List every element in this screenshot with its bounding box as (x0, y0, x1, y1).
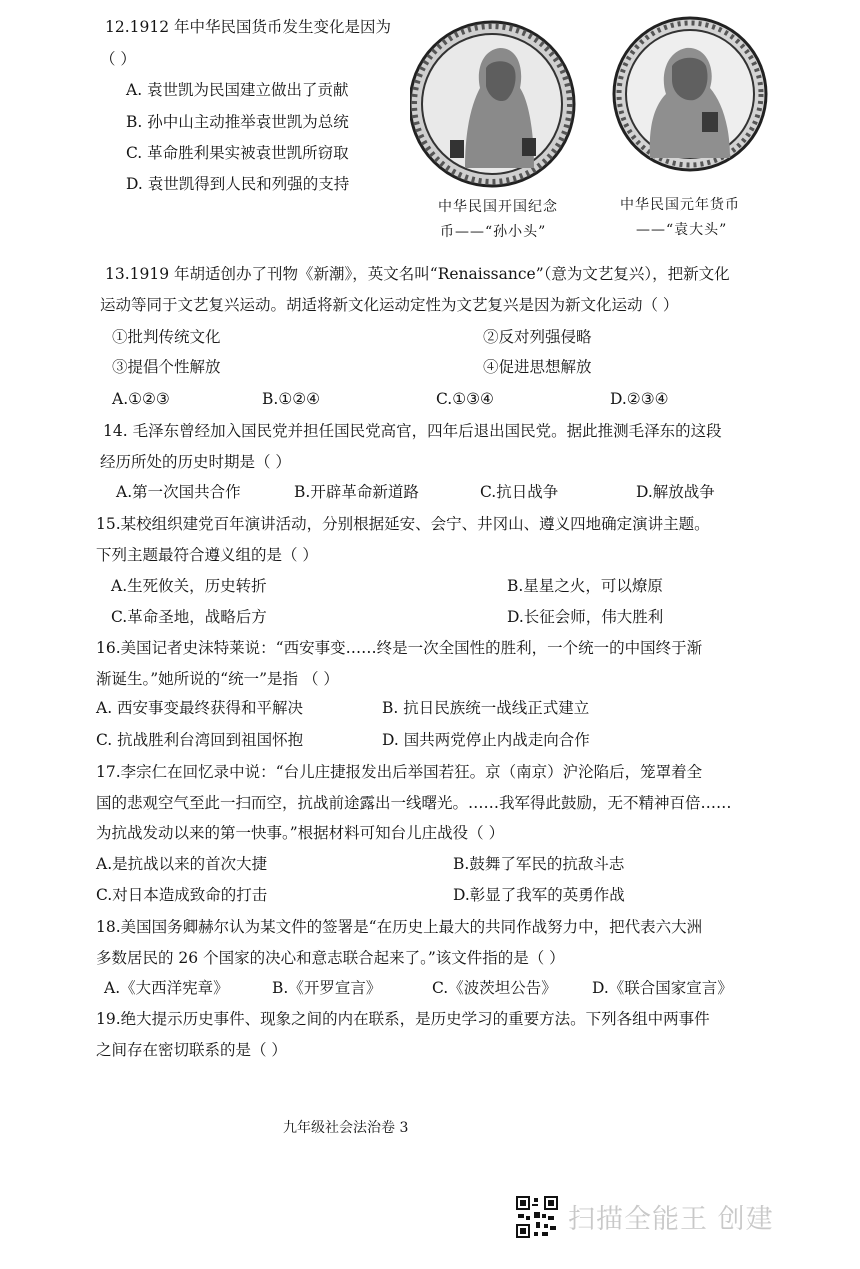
q14-stem-line1: 14. 毛泽东曾经加入国民党并担任国民党高官，四年后退出国民党。据此推测毛泽东的这段 (103, 422, 722, 440)
q16-stem-line1: 16.美国记者史沫特莱说：“西安事变……终是一次全国性的胜利，一个统一的中国终于渐 (96, 639, 703, 657)
q14-option-a: A.第一次国共合作 (116, 483, 241, 501)
q16-option-b: B. 抗日民族统一战线正式建立 (382, 699, 590, 717)
q15-option-a: A.生死攸关，历史转折 (111, 577, 267, 595)
q12-option-c: C. 革命胜利果实被袁世凯所窃取 (126, 144, 349, 162)
q15-option-b: B.星星之火，可以燎原 (507, 577, 663, 595)
q14-option-d: D.解放战争 (636, 483, 715, 501)
q19-stem-line2: 之间存在密切联系的是（ ） (96, 1041, 287, 1059)
q14-option-c: C.抗日战争 (480, 483, 559, 501)
q14-option-b: B.开辟革命新道路 (294, 483, 419, 501)
scanner-watermark: 扫描全能王 创建 (568, 1204, 774, 1235)
sun-yat-sen-coin-image (410, 22, 574, 186)
q13-item-2: ②反对列强侵略 (483, 328, 592, 346)
q17-stem-line1: 17.李宗仁在回忆录中说：“台儿庄捷报发出后举国若狂。京（南京）沪沦陷后，笼罩着全 (96, 763, 703, 781)
q12-option-a: A. 袁世凯为民国建立做出了贡献 (126, 81, 349, 99)
q16-option-a: A. 西安事变最终获得和平解决 (96, 699, 304, 717)
coin1-caption-line1: 中华民国开国纪念 (438, 199, 558, 215)
q15-option-d: D.长征会师，伟大胜利 (507, 608, 664, 626)
q18-option-a: A.《大西洋宪章》 (104, 979, 229, 997)
q18-stem-line2: 多数居民的 26 个国家的决心和意志联合起来了。”该文件指的是（ ） (96, 949, 565, 967)
q12-stem-line1: 12.1912 年中华民国货币发生变化是因为 (105, 18, 392, 36)
q13-item-3: ③提倡个性解放 (112, 358, 221, 376)
yuan-shikai-coin-image (614, 18, 766, 170)
q19-stem-line1: 19.绝大提示历史事件、现象之间的内在联系，是历史学习的重要方法。下列各组中两事件 (96, 1010, 710, 1028)
qr-code-icon (516, 1196, 558, 1238)
q13-item-4: ④促进思想解放 (483, 358, 592, 376)
q15-stem-line2: 下列主题最符合遵义组的是（ ） (96, 546, 318, 564)
q17-option-a: A.是抗战以来的首次大捷 (96, 855, 268, 873)
q13-option-b: B.①②④ (262, 390, 321, 408)
q13-option-a: A.①②③ (112, 390, 170, 408)
q17-stem-line3: 为抗战发动以来的第一快事。”根据材料可知台儿庄战役（ ） (96, 824, 505, 842)
coin2-caption-line1: 中华民国元年货币 (620, 197, 740, 213)
q17-option-b: B.鼓舞了军民的抗敌斗志 (453, 855, 625, 873)
coin1-caption-line2: 币——“孙小头” (440, 224, 547, 240)
q15-option-c: C.革命圣地，战略后方 (111, 608, 267, 626)
q12-option-b: B. 孙中山主动推举袁世凯为总统 (126, 113, 349, 131)
q13-option-c: C.①③④ (436, 390, 494, 408)
page-footer: 九年级社会法治卷 3 (283, 1120, 409, 1136)
coin2-caption-line2: ——“袁大头” (636, 222, 728, 238)
q12-answer-blank: （ ） (100, 50, 136, 68)
q17-option-d: D.彰显了我军的英勇作战 (453, 886, 625, 904)
q18-option-b: B.《开罗宣言》 (272, 979, 382, 997)
q13-stem-line1: 13.1919 年胡适创办了刊物《新潮》，英文名叫“Renaissance”（意为文艺复兴），把新文化 (105, 265, 730, 283)
q16-option-d: D. 国共两党停止内战走向合作 (382, 731, 590, 749)
q18-option-d: D.《联合国家宣言》 (592, 979, 733, 997)
q14-stem-line2: 经历所处的历史时期是（ ） (100, 453, 291, 471)
q13-stem-line2: 运动等同于文艺复兴运动。胡适将新文化运动定性为文艺复兴是因为新文化运动（ ） (100, 296, 679, 314)
q18-stem-line1: 18.美国国务卿赫尔认为某文件的签署是“在历史上最大的共同作战努力中，把代表六大洲 (96, 918, 703, 936)
q15-stem-line1: 15.某校组织建党百年演讲活动，分别根据延安、会宁、井冈山、遵义四地确定演讲主题。 (96, 515, 710, 533)
q16-stem-line2: 渐诞生。”她所说的“统一”是指 （ ） (96, 670, 339, 688)
q16-option-c: C. 抗战胜利台湾回到祖国怀抱 (96, 731, 304, 749)
q13-item-1: ①批判传统文化 (112, 328, 221, 346)
q17-option-c: C.对日本造成致命的打击 (96, 886, 268, 904)
q17-stem-line2: 国的悲观空气至此一扫而空，抗战前途露出一线曙光。……我军得此鼓励，无不精神百倍…… (96, 794, 732, 812)
q12-option-d: D. 袁世凯得到人民和列强的支持 (126, 175, 350, 193)
q13-option-d: D.②③④ (610, 390, 669, 408)
q18-option-c: C.《波茨坦公告》 (432, 979, 557, 997)
